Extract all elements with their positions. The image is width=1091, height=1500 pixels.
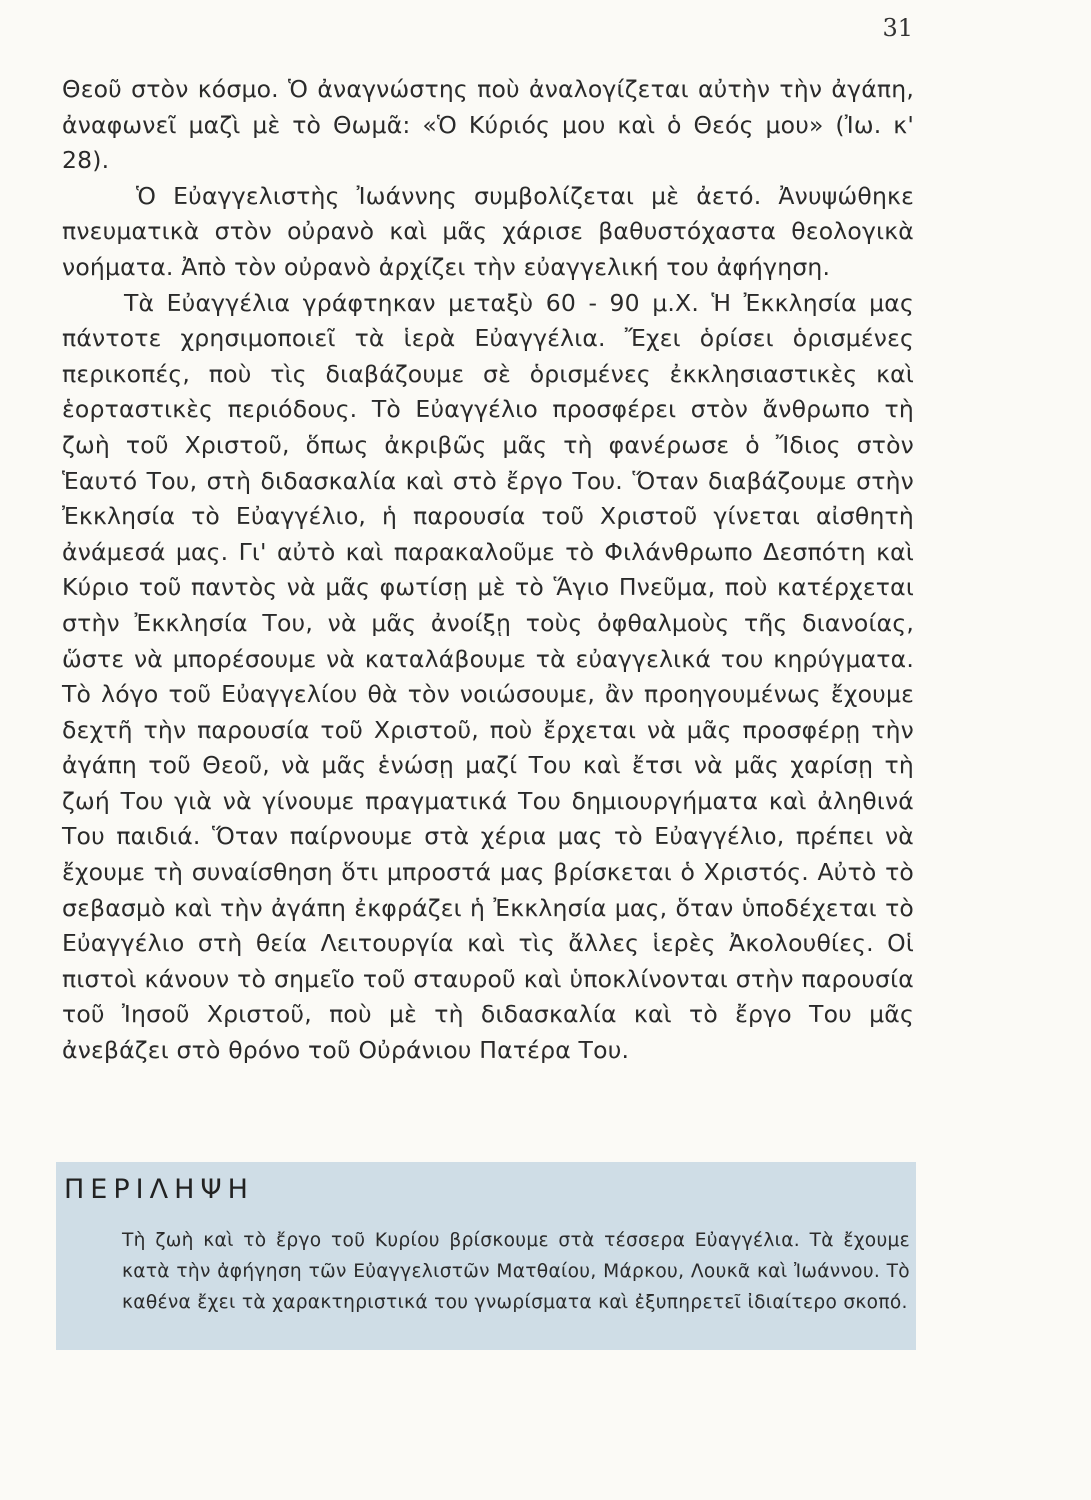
paragraph-1: Θεοῦ στὸν κόσμο. Ὁ ἀναγνώστης ποὺ ἀναλογίζεται αὐτὴν τὴν ἀγάπη, ἀναφωνεῖ μαζὶ μὲ τὸ Θωμᾶ: «Ὁ Κύριός μου καὶ ὁ Θεός μου» (Ἰω. κ' 28). <box>62 75 914 175</box>
summary-heading: ΠΕΡΙΛΗΨΗ <box>64 1174 254 1205</box>
paragraph-3: Τὰ Εὐαγγέλια γράφτηκαν μεταξὺ 60 - 90 μ.Χ. Ἡ Ἐκκλησία μας πάντοτε χρησιμοποιεῖ τὰ ἱερὰ Εὐαγγέλια. Ἔχει ὁρίσει ὁρισμένες περικοπές, ποὺ τὶς διαβάζουμε σὲ ὁρισμένες ἐκκλησιαστικὲς καὶ ἑορταστικὲς περιόδους. Τὸ Εὐαγγέλιο προσφέρει στὸν ἄνθρωπο τὴ ζωὴ τοῦ Χριστοῦ, ὅπως ἀκριβῶς μᾶς τὴ φανέρωσε ὁ Ἴδιος στὸν Ἑαυτό Του, στὴ διδασκαλία καὶ στὸ ἔργο Του. Ὅταν διαβάζουμε στὴν Ἐκκλησία τὸ Εὐαγγέλιο, ἡ παρουσία τοῦ Χριστοῦ γίνεται αἰσθητὴ ἀνάμεσά μας. Γι' αὐτὸ καὶ παρακαλοῦμε τὸ Φιλάνθρωπο Δεσπότη καὶ Κύριο τοῦ παντὸς νὰ μᾶς φωτίσῃ μὲ τὸ Ἅγιο Πνεῦμα, ποὺ κατέρχεται στὴν Ἐκκλησία Του, νὰ μᾶς ἀνοίξῃ τοὺς ὀφθαλμοὺς τῆς διανοίας, ὥστε νὰ μπορέσουμε νὰ καταλάβουμε τὰ εὐαγγελικά του κηρύγματα. Τὸ λόγο τοῦ Εὐαγγελίου θὰ τὸν νοιώσουμε, ἂν προηγουμένως ἔχουμε δεχτῆ τὴν παρουσία τοῦ Χριστοῦ, ποὺ ἔρχεται νὰ μᾶς προσφέρῃ τὴν ἀγάπη τοῦ Θεοῦ, νὰ μᾶς ἑνώσῃ μαζί Του καὶ ἔτσι νὰ μᾶς χαρίσῃ τὴ ζωή Του γιὰ νὰ γίνουμε πραγματικά Του δημιουργήματα καὶ ἀληθινά Του παιδιά. Ὅταν παίρνουμε στὰ χέρια μας τὸ Εὐαγγέλιο, πρέπει νὰ ἔχουμε τὴ συναίσθηση ὅτι μπροστά μας βρίσκεται ὁ Χριστός. Αὐτὸ τὸ σεβασμὸ καὶ τὴν ἀγάπη ἐκφράζει ἡ Ἐκκλησία μας, ὅταν ὑποδέχεται τὸ Εὐαγγέλιο στὴ θεία Λειτουργία καὶ τὶς ἄλλες ἱερὲς Ἀκολουθίες. Οἱ πιστοὶ κάνουν τὸ σημεῖο τοῦ σταυροῦ καὶ ὑποκλίνονται στὴν παρουσία τοῦ Ἰησοῦ Χριστοῦ, ποὺ μὲ τὴ διδασκαλία καὶ τὸ ἔργο Του μᾶς ἀνεβάζει στὸ θρόνο τοῦ Οὐράνιου Πατέρα Του. <box>62 288 914 1065</box>
summary-text: Τὴ ζωὴ καὶ τὸ ἔργο τοῦ Κυρίου βρίσκουμε στὰ τέσσερα Εὐαγγέλια. Τὰ ἔχουμε κατὰ τὴν ἀφήγηση τῶν Εὐαγγελιστῶν Ματθαίου, Μάρκου, Λουκᾶ καὶ Ἰωάννου. Τὸ καθένα ἔχει τὰ χαρακτηριστικά του γνωρίσματα καὶ ἐξυπηρετεῖ ἰδιαίτερο σκοπό. <box>122 1230 910 1313</box>
page-number: 31 <box>882 14 913 42</box>
body-text <box>62 72 914 1069</box>
paragraph-2: Ὁ Εὐαγγελιστὴς Ἰωάννης συμβολίζεται μὲ ἀετό. Ἀνυψώθηκε πνευματικὰ στὸν οὐρανὸ καὶ μᾶς χάρισε βαθυστόχαστα θεολογικὰ νοήματα. Ἀπὸ τὸν οὐρανὸ ἀρχίζει τὴν εὐαγγελική του ἀφήγηση. <box>62 181 914 281</box>
summary-box <box>56 1162 916 1350</box>
